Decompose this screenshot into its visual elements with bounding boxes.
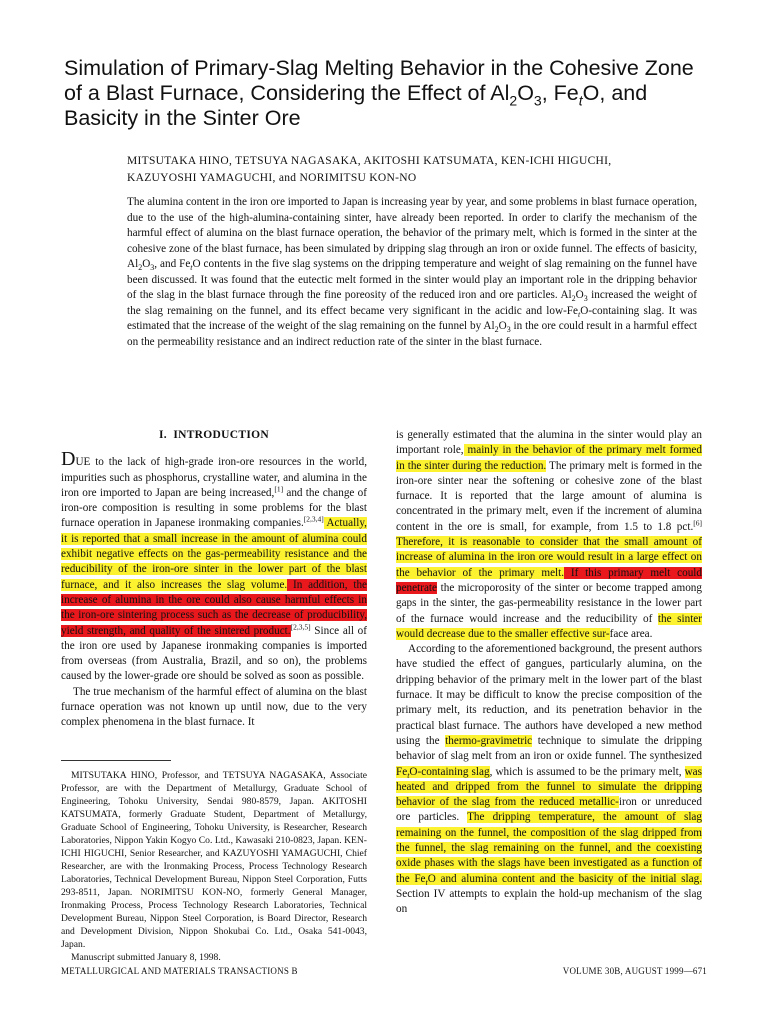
drop-cap: D xyxy=(61,448,76,471)
intro-paragraph-1: DUE to the lack of high-grade iron-ore resources in the world, impurities such as phosphorus, crystalline water, and alumina in the iron ore imported to Japan are being increased,[1] and the change of iron-ore composition is resulting in some problems for the blast furnace operation in Japanese ironmaking companies.[2,3,4] Actually, it is reported that a small increase in the amount of alumina could exhibit negative effects on the gas-permeability resistance and the reducibility of the iron-ore sinter in the lower part of the blast furnace, and it also increases the slag volume. In addition, the increase of alumina in the ore could also cause harmful effects in the iron-ore sintering process such as the decrease of producibility, yield strength, and quality of the sintered product.[2,3,5] Since all of the iron ore used by Japanese ironmaking companies is imported from overseas (from Australia, Brazil, and so on), the problems caused by the lower-grade ore should be solved as soon as possible. xyxy=(61,448,368,683)
footnote-affiliations: MITSUTAKA HINO, Professor, and TETSUYA NAGASAKA, Associate Professor, are with the Department of Metallurgy, Graduate School of Engineering, Tohoku University, Sendai 980-8579, Japan. AKITOSHI KATSUMATA, formerly Graduate Student, Department of Metallurgy, Graduate School of Engineering, Tohoku University, is Researcher, Research Laboratories, Nippon Yakin Kogyo Co. Ltd., Kawasaki 210-0823, Japan. KEN-ICHI HIGUCHI, Senior Researcher, and KAZUYOSHI YAMAGUCHI, Chief Researcher, are with the Ironmaking Process, Process Technology Research Laboratories, Technical Development Bureau, Nippon Steel Corporation, Futts 293-8511, Japan. NORIMITSU KON-NO, formerly General Manager, Ironmaking Process, Process Technology Research Laboratories, Technical Development Bureau, Nippon Steel Corporation, is Board Director, Research and Development Division, Nippon Shokubai Co. Ltd., Osaka 541-0043, Japan. xyxy=(61,770,367,950)
left-column xyxy=(61,428,367,731)
yellow-highlight: Actually, it is reported that a small increase in the amount of alumina could exhibit negative effects on the gas-permeability resistance and the reducibility of the iron-ore sinter in the lower part of the blast furnace, and it also increases the slag volume. xyxy=(61,517,367,591)
section-heading-introduction: I. INTRODUCTION xyxy=(159,429,269,441)
paper-title: Simulation of Primary-Slag Melting Behavior in the Cohesive Zone of a Blast Furnace, Considering the Effect of $Al_2O_3$, $Fe_tO$, and Basicity in the Sinter Ore xyxy=(64,56,694,130)
author-line-2: KAZUYOSHI YAMAGUCHI, and NORIMITSU KON-NO xyxy=(127,172,417,184)
yellow-highlight: Therefore, it is reasonable to consider that the small amount of increase of alumina in the iron ore would result in a large effect on the behavior of the primary melt. xyxy=(396,536,702,579)
yellow-highlight: The dripping temperature, the amount of slag remaining on the funnel, the composition of the slag dripped from the funnel, the slag remaining on the funnel, and the coexisting oxide phases with the slags have been investigated as a function of the $Fe_tO$ and alumina content and the basicity of the initial slag. xyxy=(396,811,702,887)
footnote-submission: Manuscript submitted January 8, 1998. xyxy=(71,952,221,963)
author-line-1: MITSUTAKA HINO, TETSUYA NAGASAKA, AKITOSHI KATSUMATA, KEN-ICHI HIGUCHI, xyxy=(127,155,612,167)
abstract: The alumina content in the iron ore imported to Japan is increasing year by year, and some problems in blast furnace operation, due to the use of the high-alumina-containing sinter, have already been reported. In order to clarify the mechanism of the harmful effect of alumina on the blast furnace operation, the behavior of the primary melt, which is formed in the sinter at the cohesive zone of the blast furnace, has been simulated by dripping slag through an iron or oxide funnel. The effects of basicity, $Al_2O_3$, and $Fe_tO$ contents in the five slag systems on the dripping temperature and weight of slag remaining on the funnel have been discussed. It was found that the eutectic melt formed in the sinter would play an important role in the dripping behavior of the slag in the blast furnace through the fine poreosity of the reduced iron and ore particles. $Al_2O_3$ increased the weight of the slag remaining on the funnel, and its effect became very significant in the acidic and low-$Fe_tO$-containing slag. It was estimated that the increase of the weight of the slag remaining on the funnel by $Al_2O_3$ in the ore could result in a harmful effect on the permeability resistance and an indirect reduction rate of the sinter in the blast furnace. xyxy=(127,196,697,348)
volume-page-footer: VOLUME 30B, AUGUST 1999—671 xyxy=(562,966,707,976)
citation: [6] xyxy=(693,518,702,528)
right-column xyxy=(396,428,702,918)
journal-name-footer: METALLURGICAL AND MATERIALS TRANSACTIONS B xyxy=(61,966,298,976)
yellow-highlight: was heated and dripped from the funnel to simulate the dripping behavior of the slag from the reduced metallic- xyxy=(396,765,702,809)
yellow-highlight: thermo-gravimetric xyxy=(445,734,533,747)
citation: [1] xyxy=(274,484,284,494)
author-affiliation-footnote xyxy=(61,769,367,964)
author-list xyxy=(127,153,697,187)
yellow-highlight: mainly in the behavior of the primary melt formed in the sinter during the reduction. xyxy=(396,444,702,472)
yellow-highlight: $Fe_tO$-containing slag xyxy=(396,765,490,780)
red-highlight: In addition, the increase of alumina in the ore could also cause harmful effects in the iron-ore sintering process such as the decrease of producibility, yield strength, and quality of the sintered product. xyxy=(61,578,368,637)
right-paragraph-2: According to the aforementioned background, the present authors have studied the effect of gangues, particularly alumina, on the dripping behavior of the primary melt in the lower part of the blast furnace. It may be difficult to know the precise composition of the primary melt, its reduction, and its penetration behavior in the practical blast furnace. The authors have developed a new method using the thermo-gravimetric technique to simulate the dripping behavior of slag melt from an iron or oxide funnel. The synthesized $Fe_tO$-containing slag, which is assumed to be the primary melt, was heated and dripped from the funnel to simulate the dripping behavior of the slag from the reduced metallic-iron or unreduced ore particles. The dripping temperature, the amount of slag remaining on the funnel, the composition of the slag dripped from the funnel, the slag remaining on the funnel, and the coexisting oxide phases with the slags have been investigated as a function of the $Fe_tO$ and alumina content and the basicity of the initial slag. Section IV attempts to explain the hold-up mechanism of the slag on xyxy=(396,643,702,916)
citation: [2,3,4] xyxy=(303,514,324,524)
right-paragraph-1: is generally estimated that the alumina in the sinter would play an important role, mainly in the behavior of the primary melt formed in the sinter during the reduction. The primary melt is formed in the iron-ore sinter near the softening or cohesive zone of the blast furnace. It is reported that the large amount of alumina is concentrated in the primary melt, even if the increment of alumina content in the ore is small, for example, from 1.5 to 1.8 pct.[6] Therefore, it is reasonable to consider that the small amount of increase of alumina in the iron ore would result in a large effect on the behavior of the primary melt. If this primary melt could penetrate the microporosity of the sinter or become trapped among gaps in the sinter, the gas-permeability resistance in the lower part of the furnace would increase and the reducibility of the sinter would decrease due to the smaller effective sur-face area. xyxy=(396,429,702,640)
red-highlight: If this primary melt could penetrate xyxy=(396,566,702,594)
citation: [2,3,5] xyxy=(290,621,311,631)
yellow-highlight: the sinter would decrease due to the smaller effective sur- xyxy=(396,612,702,640)
intro-paragraph-2: The true mechanism of the harmful effect of alumina on the blast furnace operation was not known up until now, due to the very complex phenomena in the blast furnace. It xyxy=(61,685,367,729)
footnote-divider xyxy=(61,760,171,761)
